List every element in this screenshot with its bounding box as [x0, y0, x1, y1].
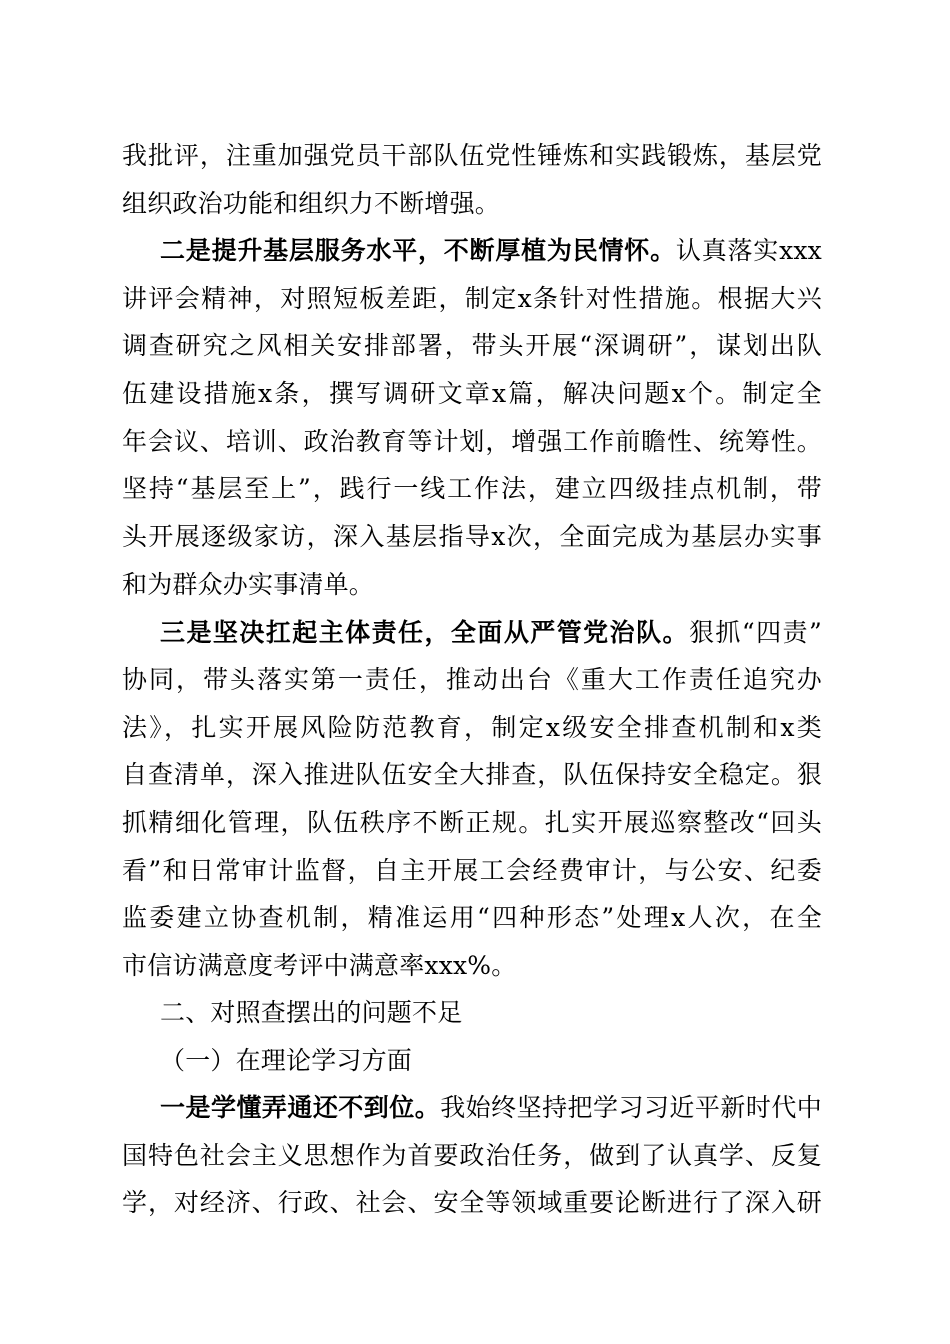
- paragraph-line: 头开展逐级家访，深入基层指导x次，全面完成为基层办实事: [122, 522, 822, 551]
- paragraph-line: 讲评会精神，对照短板差距，制定x条针对性措施。根据大兴: [122, 284, 822, 313]
- paragraph-line: 伍建设措施x条，撰写调研文章x篇，解决问题x个。制定全: [122, 379, 822, 408]
- paragraph-line: 和为群众办实事清单。: [122, 570, 375, 599]
- lead-sentence: 一是学懂弄通还不到位。: [160, 1093, 441, 1122]
- paragraph-line: 坚持“基层至上”，践行一线工作法，建立四级挂点机制，带: [122, 474, 822, 503]
- paragraph-line: 组织政治功能和组织力不断增强。: [122, 189, 501, 218]
- paragraph-line: 协同，带头落实第一责任，推动出台《重大工作责任追究办: [122, 665, 822, 694]
- paragraph-line: 市信访满意度考评中满意率xxx%。: [122, 951, 517, 980]
- paragraph-line: 看”和日常审计监督，自主开展工会经费审计，与公安、纪委: [122, 856, 822, 885]
- lead-sentence: 三是坚决扛起主体责任，全面从严管党治队。: [160, 618, 689, 647]
- paragraph-line: 年会议、培训、政治教育等计划，增强工作前瞻性、统筹性。: [122, 427, 822, 456]
- paragraph-text: 我始终坚持把学习习近平新时代中: [440, 1093, 822, 1122]
- paragraph-line: 我批评，注重加强党员干部队伍党性锤炼和实践锻炼，基层党: [122, 141, 822, 170]
- paragraph-line: 法》，扎实开展风险防范教育，制定x级安全排查机制和x类: [122, 713, 822, 742]
- paragraph-line: 国特色社会主义思想作为首要政治任务，做到了认真学、反复: [122, 1141, 822, 1170]
- paragraph-line: 调查研究之风相关安排部署，带头开展“深调研”，谋划出队: [122, 331, 822, 360]
- paragraph-line: 学，对经济、行政、社会、安全等领域重要论断进行了深入研: [122, 1188, 822, 1217]
- paragraph-line: 自查清单，深入推进队伍安全大排查，队伍保持安全稳定。狠: [122, 760, 822, 789]
- paragraph-line: [160, 1090, 822, 1126]
- paragraph-line: [160, 615, 822, 651]
- lead-sentence: 二是提升基层服务水平，不断厚植为民情怀。: [160, 236, 676, 265]
- paragraph-line: 抓精细化管理，队伍秩序不断正规。扎实开展巡察整改“回头: [122, 808, 822, 837]
- paragraph-line: 监委建立协查机制，精准运用“四种形态”处理x人次，在全: [122, 903, 822, 932]
- section-heading: 二、对照查摆出的问题不足: [160, 998, 463, 1027]
- paragraph-text: 认真落实xxx: [675, 236, 822, 265]
- subsection-heading: （一）在理论学习方面: [160, 1046, 413, 1075]
- paragraph-line: [160, 233, 822, 269]
- paragraph-text: 狠抓“四责”: [688, 618, 822, 647]
